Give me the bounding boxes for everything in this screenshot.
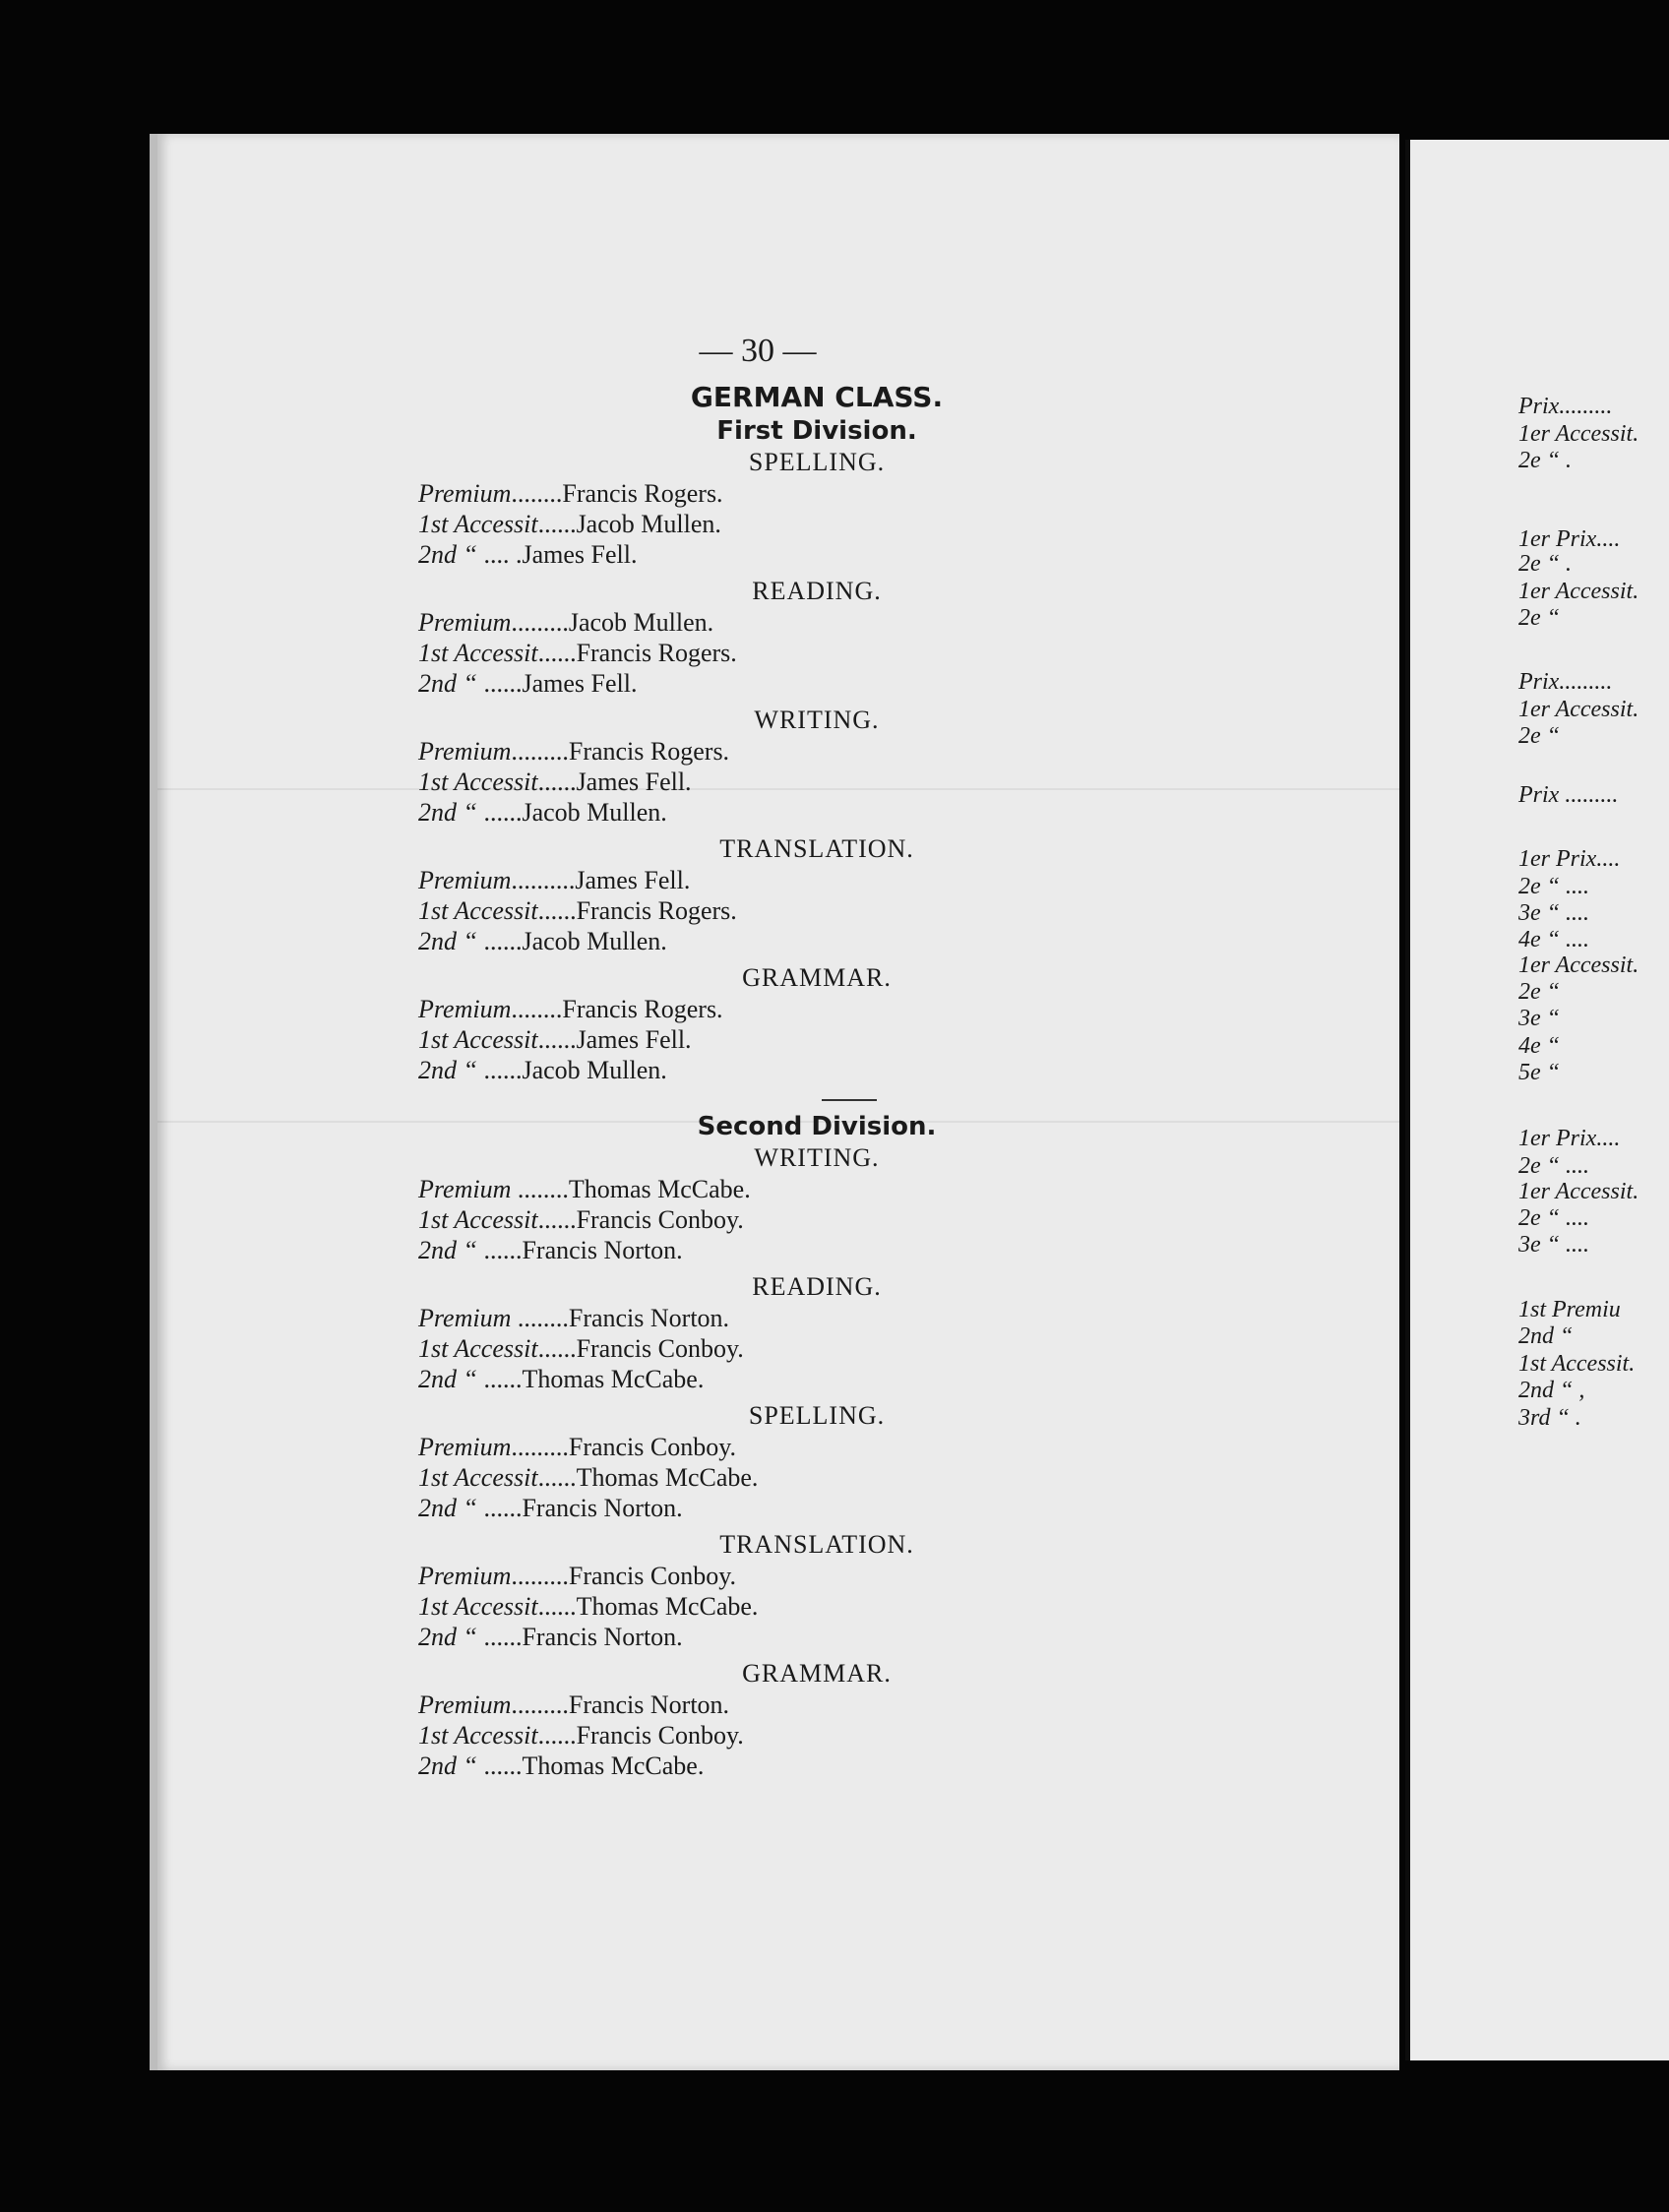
award-rank: 2nd “	[418, 1056, 477, 1084]
right-page-line: Prix.........	[1518, 394, 1613, 419]
divisions	[418, 415, 1009, 1781]
right-page-line: 4e “	[1518, 1033, 1560, 1059]
award-rank: 1st Accessit	[418, 510, 538, 538]
right-page-line: 2e “	[1518, 979, 1560, 1005]
award-rank: 2nd “	[418, 1236, 477, 1264]
dot-leader: ......	[537, 1463, 577, 1492]
award-row	[418, 767, 1009, 797]
award-row	[418, 736, 1009, 767]
award-row	[418, 1364, 1009, 1394]
award-row	[418, 638, 1009, 668]
right-page-line: 2e “ .	[1518, 551, 1572, 577]
right-page-line: 1er Accessit.	[1518, 1179, 1639, 1204]
award-row	[418, 509, 1009, 539]
dot-leader: ......	[537, 510, 577, 538]
page-number: — 30 —	[699, 333, 817, 369]
dot-leader: .........	[511, 1562, 569, 1590]
right-page-line: 1st Accessit.	[1518, 1351, 1636, 1377]
student-name: Francis Rogers.	[562, 995, 723, 1023]
award-row	[418, 1462, 1009, 1493]
subject-heading: SPELLING.	[748, 448, 886, 476]
award-rank: 1st Accessit	[418, 768, 538, 796]
subject-heading: GRAMMAR.	[742, 963, 892, 992]
award-rank: 2nd “	[418, 1494, 477, 1522]
award-row	[418, 926, 1009, 956]
dot-leader: .... .	[476, 540, 523, 569]
award-rank: Premium	[418, 1562, 512, 1590]
right-page-line: 1er Prix....	[1518, 1126, 1621, 1151]
award-row	[418, 607, 1009, 638]
award-row	[418, 797, 1009, 828]
student-name: Jacob Mullen.	[522, 927, 667, 955]
dot-leader: .........	[511, 608, 569, 637]
student-name: Francis Conboy.	[576, 1721, 744, 1750]
division-title: First Division.	[716, 416, 917, 446]
division-block	[418, 415, 1009, 1085]
right-page-line: 2e “ ....	[1518, 874, 1589, 899]
division-block	[418, 1111, 1009, 1781]
right-page-line: 1er Accessit.	[1518, 697, 1639, 722]
student-name: Francis Rogers.	[576, 639, 737, 667]
award-rank: 2nd “	[418, 669, 477, 698]
dot-leader: ......	[476, 669, 523, 698]
page-content	[418, 333, 1009, 1781]
award-rank: 1st Accessit	[418, 1025, 538, 1054]
dot-leader: ......	[537, 1025, 577, 1054]
subject-heading: GRAMMAR.	[742, 1659, 892, 1688]
subject-heading: TRANSLATION.	[719, 834, 914, 863]
award-row	[418, 1333, 1009, 1364]
dot-leader: ......	[537, 768, 577, 796]
right-page-line: 1er Prix....	[1518, 526, 1621, 552]
right-page-line: 4e “ ....	[1518, 927, 1589, 952]
subject-heading: READING.	[752, 577, 882, 605]
subject-heading: WRITING.	[754, 706, 880, 734]
right-page-line: Prix.........	[1518, 669, 1613, 695]
right-page-line: 3rd “ .	[1518, 1405, 1581, 1431]
award-rank: 1st Accessit	[418, 1592, 538, 1621]
award-row	[418, 1720, 1009, 1751]
student-name: Jacob Mullen.	[576, 510, 721, 538]
division-separator	[822, 1099, 877, 1101]
right-page-line: 2e “ ....	[1518, 1153, 1589, 1179]
student-name: Francis Rogers.	[576, 896, 737, 925]
right-page-line: 2e “ ....	[1518, 1205, 1589, 1231]
student-name: Francis Norton.	[522, 1236, 683, 1264]
right-page	[1405, 140, 1669, 2060]
award-row	[418, 1174, 1009, 1204]
student-name: James Fell.	[575, 866, 691, 894]
award-row	[418, 1690, 1009, 1720]
award-rank: 2nd “	[418, 1623, 477, 1651]
award-row	[418, 1561, 1009, 1591]
award-row	[418, 1432, 1009, 1462]
dot-leader: ......	[476, 1494, 523, 1522]
award-rank: 1st Accessit	[418, 639, 538, 667]
award-row	[418, 1493, 1009, 1523]
award-rank: Premium	[418, 1690, 512, 1719]
dot-leader: ..........	[511, 866, 576, 894]
student-name: James Fell.	[522, 540, 638, 569]
student-name: Thomas McCabe.	[576, 1463, 759, 1492]
subject-heading: WRITING.	[754, 1143, 880, 1172]
award-row	[418, 1024, 1009, 1055]
award-row	[418, 539, 1009, 570]
award-rank: 1st Accessit	[418, 1721, 538, 1750]
dot-leader: ......	[476, 1056, 523, 1084]
dot-leader: ......	[476, 1365, 523, 1393]
student-name: Francis Conboy.	[576, 1334, 744, 1363]
dot-leader: ......	[537, 1592, 577, 1621]
student-name: Francis Conboy.	[568, 1562, 737, 1590]
student-name: Jacob Mullen.	[522, 798, 667, 827]
award-row	[418, 1235, 1009, 1265]
right-page-line: 1er Accessit.	[1518, 579, 1639, 604]
student-name: Francis Rogers.	[568, 737, 730, 766]
right-page-line: 2e “	[1518, 605, 1560, 631]
dot-leader: ........	[511, 995, 563, 1023]
award-row	[418, 478, 1009, 509]
student-name: Thomas McCabe.	[522, 1365, 705, 1393]
right-page-line: 3e “ ....	[1518, 900, 1589, 926]
student-name: Francis Norton.	[522, 1623, 683, 1651]
award-row	[418, 1303, 1009, 1333]
right-page-line: 2e “	[1518, 723, 1560, 749]
award-rank: Premium	[418, 737, 512, 766]
award-rank: Premium	[418, 608, 512, 637]
dot-leader: ......	[537, 1334, 577, 1363]
student-name: Francis Norton.	[568, 1690, 730, 1719]
award-rank: Premium	[418, 866, 512, 894]
dot-leader: ......	[476, 798, 523, 827]
dot-leader: ......	[476, 1236, 523, 1264]
dot-leader: .........	[511, 1433, 569, 1461]
right-page-line: 2e “ .	[1518, 448, 1572, 473]
award-rank: Premium	[418, 1175, 512, 1203]
award-rank: Premium	[418, 479, 512, 508]
subject-heading: SPELLING.	[748, 1401, 886, 1430]
right-page-line: 1st Premiu	[1518, 1297, 1621, 1322]
right-page-line: Prix .........	[1518, 782, 1619, 808]
award-rank: 1st Accessit	[418, 1334, 538, 1363]
right-page-line: 3e “	[1518, 1006, 1560, 1031]
student-name: Francis Conboy.	[568, 1433, 737, 1461]
award-rank: 2nd “	[418, 927, 477, 955]
subject-heading: TRANSLATION.	[719, 1530, 914, 1559]
award-rank: Premium	[418, 1433, 512, 1461]
award-row	[418, 1591, 1009, 1622]
student-name: Jacob Mullen.	[568, 608, 714, 637]
right-page-line: 1er Prix....	[1518, 846, 1621, 872]
student-name: Francis Norton.	[568, 1304, 730, 1332]
award-rank: 2nd “	[418, 798, 477, 827]
award-rank: Premium	[418, 1304, 512, 1332]
student-name: Francis Rogers.	[562, 479, 723, 508]
award-row	[418, 1751, 1009, 1781]
dot-leader: ........	[511, 1304, 569, 1332]
dot-leader: ........	[511, 479, 563, 508]
dot-leader: ........	[511, 1175, 569, 1203]
award-row	[418, 1204, 1009, 1235]
right-page-line: 1er Accessit.	[1518, 952, 1639, 978]
student-name: Thomas McCabe.	[576, 1592, 759, 1621]
right-page-line: 1er Accessit.	[1518, 421, 1639, 447]
dot-leader: .........	[511, 1690, 569, 1719]
award-rank: 2nd “	[418, 1751, 477, 1780]
student-name: Thomas McCabe.	[522, 1751, 705, 1780]
student-name: Thomas McCabe.	[568, 1175, 751, 1203]
student-name: James Fell.	[576, 1025, 692, 1054]
award-rank: 1st Accessit	[418, 1205, 538, 1234]
subject-heading: READING.	[752, 1272, 882, 1301]
dot-leader: ......	[476, 927, 523, 955]
student-name: James Fell.	[522, 669, 638, 698]
right-page-line: 5e “	[1518, 1060, 1560, 1085]
dot-leader: .........	[511, 737, 569, 766]
right-page-line: 2nd “ ,	[1518, 1378, 1585, 1403]
dot-leader: ......	[476, 1623, 523, 1651]
student-name: James Fell.	[576, 768, 692, 796]
student-name: Francis Conboy.	[576, 1205, 744, 1234]
award-row	[418, 895, 1009, 926]
award-rank: 1st Accessit	[418, 896, 538, 925]
student-name: Francis Norton.	[522, 1494, 683, 1522]
award-row	[418, 865, 1009, 895]
award-row	[418, 1622, 1009, 1652]
dot-leader: ......	[537, 896, 577, 925]
award-rank: 2nd “	[418, 540, 477, 569]
dot-leader: ......	[537, 1205, 577, 1234]
dot-leader: ......	[537, 1721, 577, 1750]
award-row	[418, 668, 1009, 699]
class-title: GERMAN CLASS.	[690, 381, 944, 413]
student-name: Jacob Mullen.	[522, 1056, 667, 1084]
award-row	[418, 1055, 1009, 1085]
award-rank: Premium	[418, 995, 512, 1023]
dot-leader: ......	[537, 639, 577, 667]
right-page-line: 3e “ ....	[1518, 1232, 1589, 1258]
award-rank: 2nd “	[418, 1365, 477, 1393]
division-title: Second Division.	[697, 1112, 937, 1141]
award-row	[418, 994, 1009, 1024]
right-page-line: 2nd “	[1518, 1323, 1574, 1349]
award-rank: 1st Accessit	[418, 1463, 538, 1492]
dot-leader: ......	[476, 1751, 523, 1780]
